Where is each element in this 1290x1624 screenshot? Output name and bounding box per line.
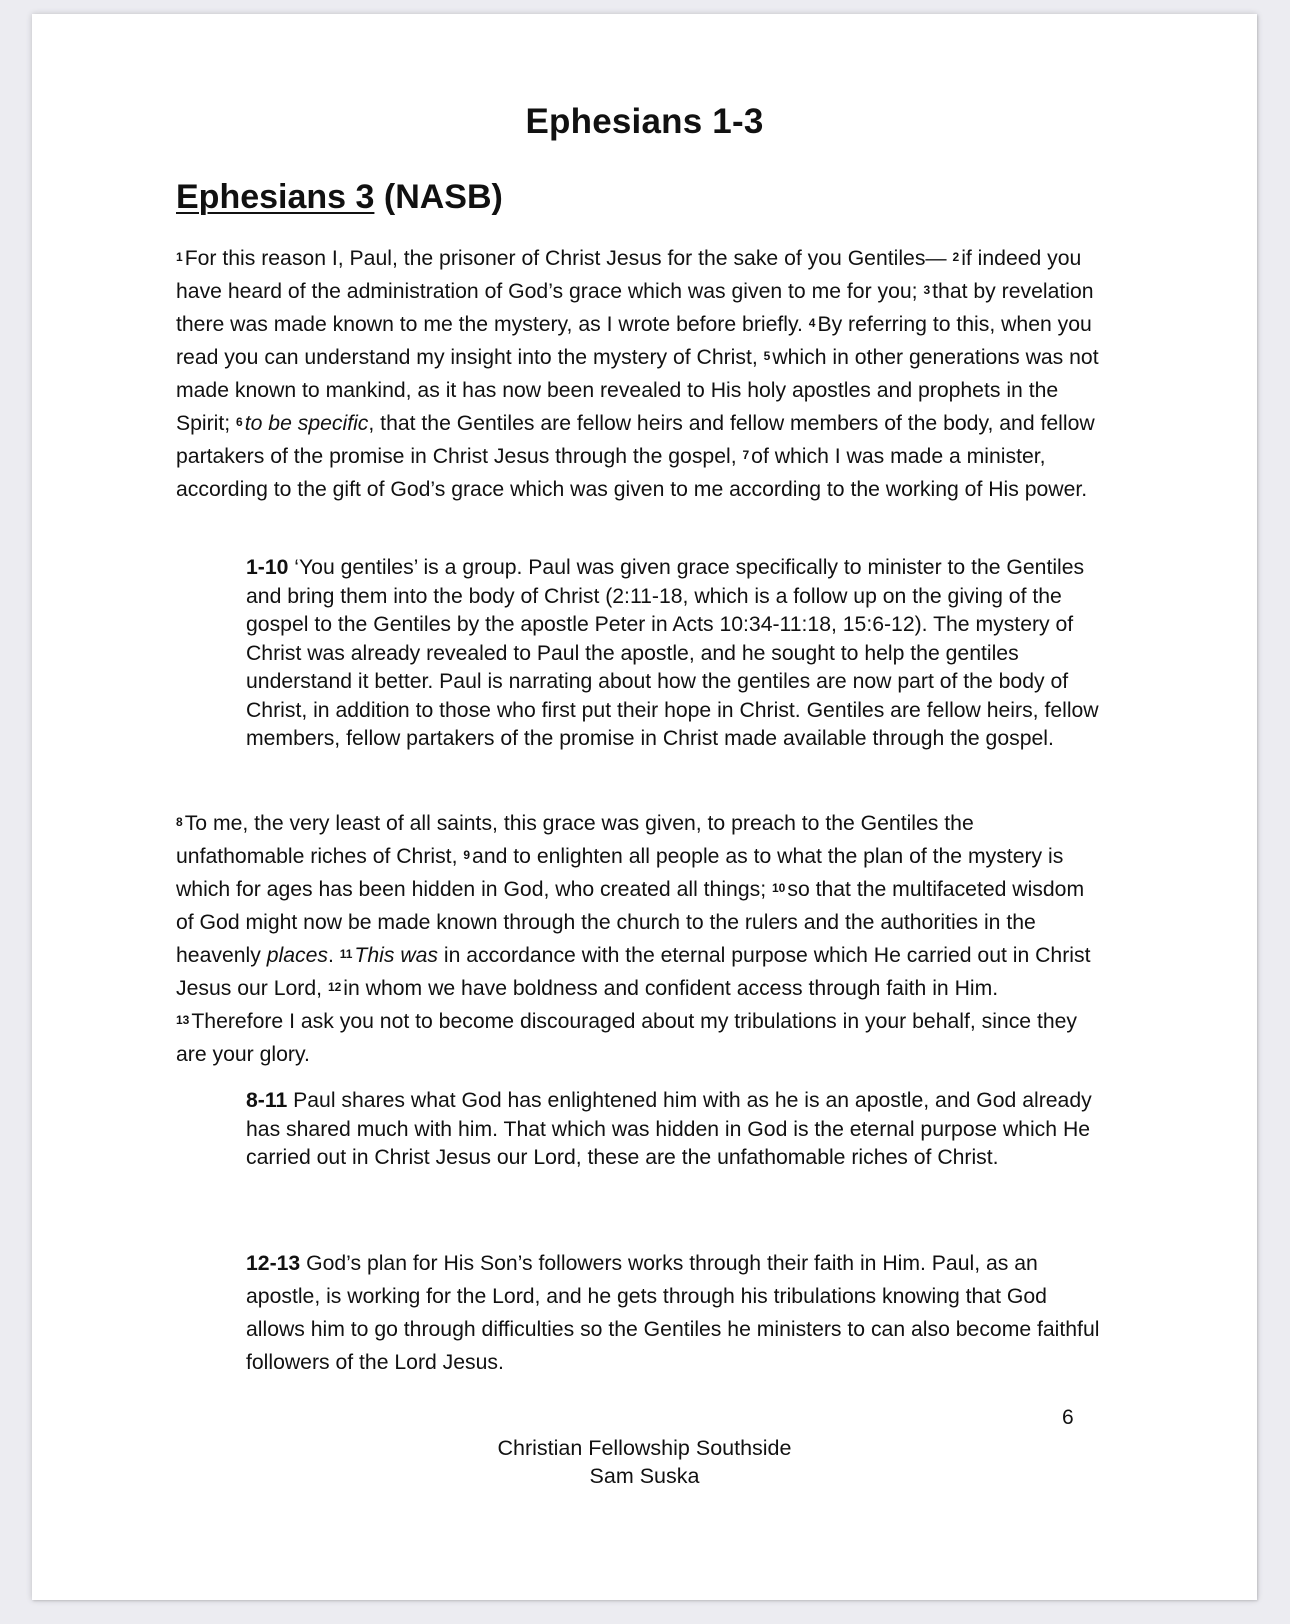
verse-text: By referring to this, when you read you can understand my insight into the mystery of Christ, bbox=[176, 313, 1092, 369]
verse-text: in accordance with the eternal purpose which He carried out in Christ Jesus our Lord, bbox=[176, 944, 1091, 1000]
verse-text: and to enlighten all people as to what the plan of the mystery is which for ages has been hidden in God, who created all things; bbox=[176, 845, 1064, 901]
commentary-note bbox=[246, 1247, 1106, 1379]
verse-text: Therefore I ask you not to become discouraged about my tribulations in your behalf, since they are your glory. bbox=[176, 1010, 1078, 1066]
verse-number: 3 bbox=[923, 283, 931, 297]
verse-number: 10 bbox=[771, 881, 786, 895]
footer-organization: Christian Fellowship Southside bbox=[497, 1436, 792, 1460]
verse-text: so that the multifaceted wisdom of God might now be made known through the church to the rulers and the authorities in the heavenly bbox=[176, 878, 1085, 967]
verse-text: , that the Gentiles are fellow heirs and fellow members of the body, and fellow partakers of the promise in Christ Jesus through the gospel, bbox=[176, 412, 1095, 468]
verse-number: 9 bbox=[463, 848, 471, 862]
verse-text: in whom we have boldness and confident access through faith in Him. bbox=[343, 977, 999, 1000]
passage-verses-8-13 bbox=[176, 807, 1101, 1071]
footer-author: Sam Suska bbox=[589, 1464, 700, 1488]
verse-text: if indeed you have heard of the administration of God’s grace which was given to me for you; bbox=[176, 247, 1082, 303]
verse-text: To me, the very least of all saints, this grace was given, to preach to the Gentiles the unfathomable riches of Christ, bbox=[176, 812, 974, 868]
verse-text: which in other generations was not made known to mankind, as it has now been revealed to His holy apostles and prophets in the Spirit; bbox=[176, 346, 1099, 435]
verse-italic-text: to be specific bbox=[244, 412, 369, 435]
verse-number: 6 bbox=[236, 415, 243, 429]
section-heading bbox=[176, 178, 503, 217]
note-text: Paul shares what God has enlightened him with as he is an apostle, and God already has shared much with him. That which was hidden in God is the eternal purpose which He carried out in Christ Jesus our Lord, these are the unfathomable riches of Christ. bbox=[246, 1089, 1092, 1169]
section-heading-link[interactable]: Ephesians 3 bbox=[176, 178, 375, 216]
verse-text: . bbox=[327, 944, 340, 967]
verse-number: 13 bbox=[176, 1013, 190, 1027]
verse-number: 7 bbox=[742, 448, 750, 462]
section-heading-suffix: (NASB) bbox=[374, 178, 503, 216]
verse-number: 8 bbox=[176, 815, 183, 829]
verse-italic-text: places bbox=[266, 944, 328, 967]
verse-text: that by revelation there was made known to me the mystery, as I wrote before briefly. bbox=[176, 280, 1094, 336]
note-text: ‘You gentiles’ is a group. Paul was given grace specifically to minister to the Gentiles and bring them into the body of Christ (2:11-18, which is a follow up on the giving of the gospel to the Gentiles by the apostle Peter in Acts 10:34-11:18, 15:6-12). The mystery of Christ was already revealed to Paul the apostle, and he sought to help the gentiles understand it better. Paul is narrating about how the gentiles are now part of the body of Christ, in addition to those who first put their hope in Christ. Gentiles are fellow heirs, fellow members, fellow partakers of the promise in Christ made available through the gospel. bbox=[246, 556, 1099, 750]
verse-number: 4 bbox=[808, 316, 816, 330]
commentary-note bbox=[246, 1087, 1106, 1173]
verse-number: 5 bbox=[763, 349, 771, 363]
document-title: Ephesians 1-3 bbox=[525, 102, 764, 141]
page-number: 6 bbox=[1062, 1406, 1074, 1429]
verse-italic-text: This was bbox=[354, 944, 439, 967]
verse-text: For this reason I, Paul, the prisoner of Christ Jesus for the sake of you Gentiles— bbox=[184, 247, 953, 270]
note-verse-range: 1-10 bbox=[246, 556, 289, 579]
note-text: God’s plan for His Son’s followers works through their faith in Him. Paul, as an apostle, is working for the Lord, and he gets through his tribulations knowing that God allows him to go through difficulties so the Gentiles he ministers to can also become faithful followers of the Lord Jesus. bbox=[246, 1252, 1100, 1374]
verse-number: 1 bbox=[176, 250, 183, 264]
note-verse-range: 8-11 bbox=[246, 1089, 288, 1112]
verse-number: 2 bbox=[952, 250, 960, 264]
verse-number: 12 bbox=[327, 980, 342, 994]
document-page bbox=[32, 14, 1257, 1600]
verse-text: of which I was made a minister, according to the gift of God’s grace which was given to me according to the working of His power. bbox=[176, 445, 1088, 501]
note-verse-range: 12-13 bbox=[246, 1252, 301, 1275]
verse-number: 11 bbox=[339, 947, 353, 961]
commentary-note bbox=[246, 554, 1106, 754]
page-footer bbox=[32, 1434, 1257, 1490]
passage-verses-1-7 bbox=[176, 242, 1101, 506]
